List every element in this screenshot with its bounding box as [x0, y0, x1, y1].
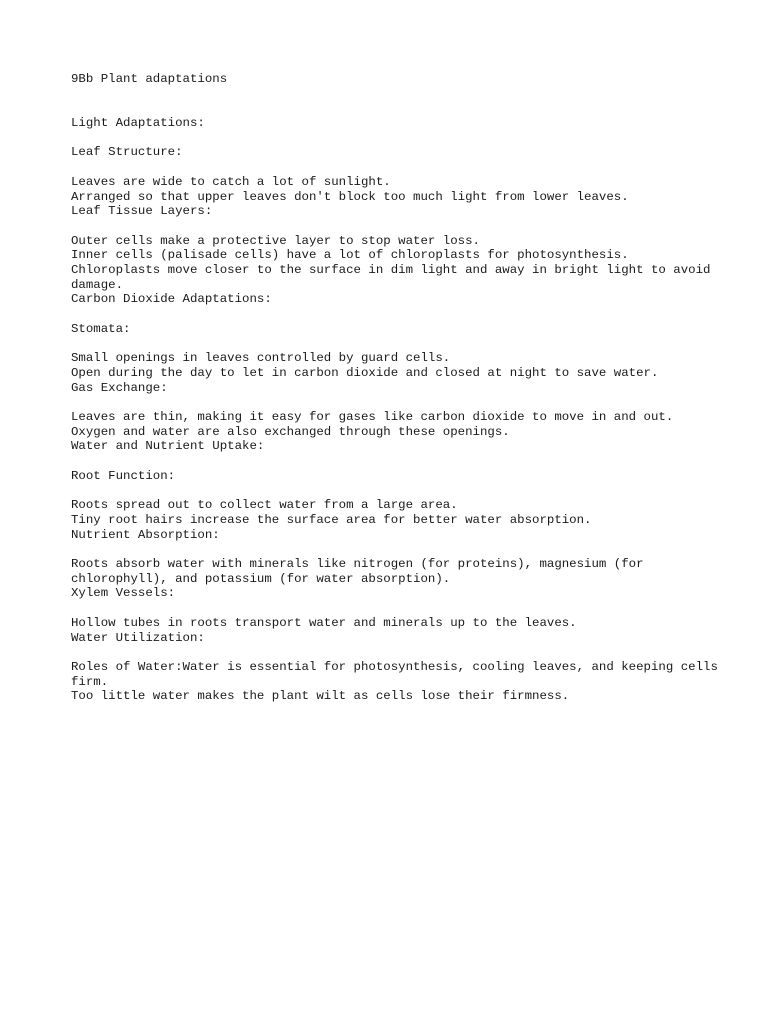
text-line: Roots spread out to collect water from a large area.	[71, 498, 458, 513]
text-line: Small openings in leaves controlled by guard cells.	[71, 351, 451, 366]
section-heading-water: Water and Nutrient Uptake:	[71, 439, 265, 454]
spacer	[71, 542, 731, 557]
text-line: Open during the day to let in carbon dioxide and closed at night to save water.	[71, 365, 659, 380]
text-line: Hollow tubes in roots transport water and minerals up to the leaves.	[71, 615, 577, 630]
spacer	[71, 160, 731, 175]
text-line: Leaves are thin, making it easy for gases like carbon dioxide to move in and out.	[71, 410, 674, 425]
spacer	[71, 395, 731, 410]
subheading-root-function: Root Function:	[71, 468, 176, 483]
subheading-leaf-tissue: Leaf Tissue Layers:	[71, 204, 213, 219]
subheading-nutrient-absorption: Nutrient Absorption:	[71, 527, 220, 542]
text-line: Roles of Water:Water is essential for photosynthesis, cooling leaves, and keeping cells firm.	[71, 659, 726, 689]
spacer	[71, 219, 731, 234]
spacer	[71, 454, 731, 469]
text-line: Inner cells (palisade cells) have a lot of chloroplasts for photosynthesis.	[71, 248, 629, 263]
section-heading-co2: Carbon Dioxide Adaptations:	[71, 292, 272, 307]
text-line: Oxygen and water are also exchanged through these openings.	[71, 424, 510, 439]
spacer	[71, 601, 731, 616]
text-line: Tiny root hairs increase the surface area for better water absorption.	[71, 512, 592, 527]
subheading-leaf-structure: Leaf Structure:	[71, 145, 183, 160]
document-title: 9Bb Plant adaptations	[71, 72, 228, 86]
spacer	[71, 337, 731, 352]
spacer	[71, 484, 731, 499]
subheading-xylem-vessels: Xylem Vessels:	[71, 586, 176, 601]
text-line: Leaves are wide to catch a lot of sunlight.	[71, 174, 391, 189]
spacer	[71, 131, 731, 146]
text-line: Too little water makes the plant wilt as cells lose their firmness.	[71, 689, 570, 704]
subheading-stomata: Stomata:	[71, 321, 131, 336]
document-page	[71, 72, 731, 704]
text-line: Chloroplasts move closer to the surface in dim light and away in bright light to avoid damage.	[71, 263, 718, 292]
text-line: Roots absorb water with minerals like nitrogen (for proteins), magnesium (for chlorophyll), and potassium (for water absorption).	[71, 557, 651, 586]
spacer	[71, 645, 731, 660]
spacer	[71, 307, 731, 322]
subheading-gas-exchange: Gas Exchange:	[71, 380, 168, 395]
text-line: Outer cells make a protective layer to stop water loss.	[71, 233, 480, 248]
text-line: Arranged so that upper leaves don't block too much light from lower leaves.	[71, 189, 629, 204]
subheading-water-utilization: Water Utilization:	[71, 630, 205, 645]
section-heading-light: Light Adaptations:	[71, 116, 205, 131]
